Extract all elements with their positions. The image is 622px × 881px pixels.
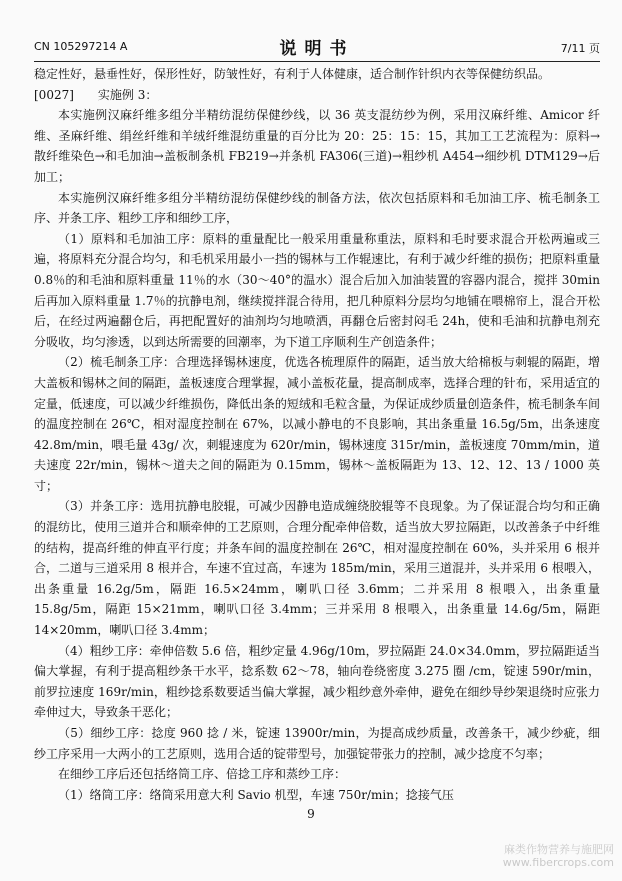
page-header (34, 32, 600, 60)
paragraph-after-spinning: 在细纱工序后还包括络筒工序、倍捻工序和蒸纱工序： (58, 767, 347, 782)
paragraph-composition: 本实施例汉麻纤维多组分半精纺混纺保健纱线，以 36 英支混纺纱为例，采用汉麻纤维、Amicor 纤维、圣麻纤维、绢丝纤维和羊绒纤维混纺重量的百分比为 20：25：15：15，其加工工艺流程为：原料→散纤维染色→和毛加油→盖板制条机 FB219→并条机 FA306(三道)→粗纱机 A454→细纱机 DTM129→后加工； (34, 108, 600, 184)
paragraph-continuation: 稳定性好，悬垂性好，保形性好，防皱性好，有利于人体健康，适合制作针织内衣等保健纺织品。 (34, 67, 551, 81)
paragraph-step-2: （2）梳毛制条工序：合理选择锡林速度，优选各梳理原件的隔距，适当放大给棉板与刺辊的隔距，增大盖板和锡林之间的隔距，盖板速度合理掌握，减小盖板花量，提高制成率，选择合理的针布，采用适宜的定量，低速度，可以减少纤维损伤，降低出条的短绒和毛粒含量，为保证成纱质量创造条件，梳毛制条车间的温度控制在 26℃，相对湿度控制在 67%，以减小静电的不良影响，其出条重量 16.5g/5m，出条速度 42.8m/min，喂毛量 43g/ 次，刺辊速度为 620r/min，锡林速度 315r/min，盖板速度 70mm/min，道夫速度 22r/min，锡林～道夫之间的隔距为 0.15mm，锡林～盖板隔距为 13、12、12、13 / 1000 英寸； (34, 355, 600, 493)
paragraph-step-3: （3）并条工序：选用抗静电胶辊，可减少因静电造成缠绕胶辊等不良现象。为了保证混合均匀和正确的混纺比，使用三道并合和顺牵伸的工艺原则，合理分配牵伸倍数，适当放大罗拉隔距，以改善条子中纤维的结构，提高纤维的伸直平行度；并条车间的温度控制在 26℃，相对湿度控制在 60%，头并采用 6 根并合，二道与三道采用 8 根并合，车速不宜过高，车速为 185m/min，采用三道混并，头并采用 6 根喂入，出条重量 16.2g/5m，隔距 16.5×24mm，喇叭口径 3.6mm；二并采用 8 根喂入，出条重量 15.8g/5m，隔距 15×21mm，喇叭口径 3.4mm；三并采用 8 根喂入，出条重量 14.6g/5m，隔距 14×20mm，喇叭口径 3.4mm； (34, 499, 600, 638)
page-number: 9 (307, 807, 315, 821)
watermark (503, 843, 614, 869)
watermark-url: www.fibercrops.com (502, 856, 614, 869)
paragraph-step-4: （4）粗纱工序：牵伸倍数 5.6 倍，粗纱定量 4.96g/10m，罗拉隔距 24.0×34.0mm，罗拉隔距适当偏大掌握，有利于提高粗纱条干水平，捻系数 62～78，轴向卷绕密度 3.275 圈 /cm，锭速 590r/min，前罗拉速度 169r/min，粗纱捻系数要适当偏大掌握，减少粗纱意外牵伸，避免在细纱导纱架退绕时应张力牵伸过大，导致条干恶化； (34, 643, 600, 720)
paragraph-step-5: （5）细纱工序：捻度 960 捻 / 米，锭速 13900r/min，为提高成纱质量，改善条干，减少纱疵，细纱工序采用一大两小的工艺原则，选用合适的锭带型号，加强锭带张力的控制，减少捻度不匀率； (34, 726, 600, 761)
document-title: 说明书 (279, 39, 355, 59)
patent-number: CN 105297214 A (34, 40, 128, 53)
header-divider (34, 61, 600, 62)
paragraph-winding: （1）络筒工序：络筒采用意大利 Savio 机型，车速 750r/min；捻接气压 (58, 787, 454, 802)
paragraph-number-heading: [0027] 实施例 3： (34, 87, 158, 102)
paragraph-method-overview: 本实施例汉麻纤维多组分半精纺混纺保健纱线的制备方法，依次包括原料和毛加油工序、梳毛制条工序、并条工序、粗纱工序和细纱工序， (34, 190, 600, 226)
watermark-name: 麻类作物营养与施肥网 (504, 843, 614, 856)
page-reference: 7/11 页 (560, 42, 600, 55)
paragraph-step-1: （1）原料和毛加油工序：原料的重量配比一般采用重量称重法，原料和毛时要求混合开松两遍或三遍，将原料充分混合均匀，和毛机采用最小一挡的锡林与工作辊速比，有利于减少纤维的损伤；把原料重量 0.8％的和毛油和原料重量 11％的水（30～40°的温水）混合后加入加油装置的容器内混合，搅拌 30min 后再加入原料重量 1.7％的抗静电剂，继续搅拌混合待用，把几种原料分层均匀地铺在喂棉帘上，混合开松后，在经过两遍翻仓后，再把配置好的油剂均匀地喷洒，再翻仓后密封闷毛 24h，使和毛油和抗静电剂充分吸收，均匀渗透，以到达所需要的回潮率，为下道工序顺利生产创造条件； (34, 231, 600, 349)
document-body (34, 64, 600, 805)
